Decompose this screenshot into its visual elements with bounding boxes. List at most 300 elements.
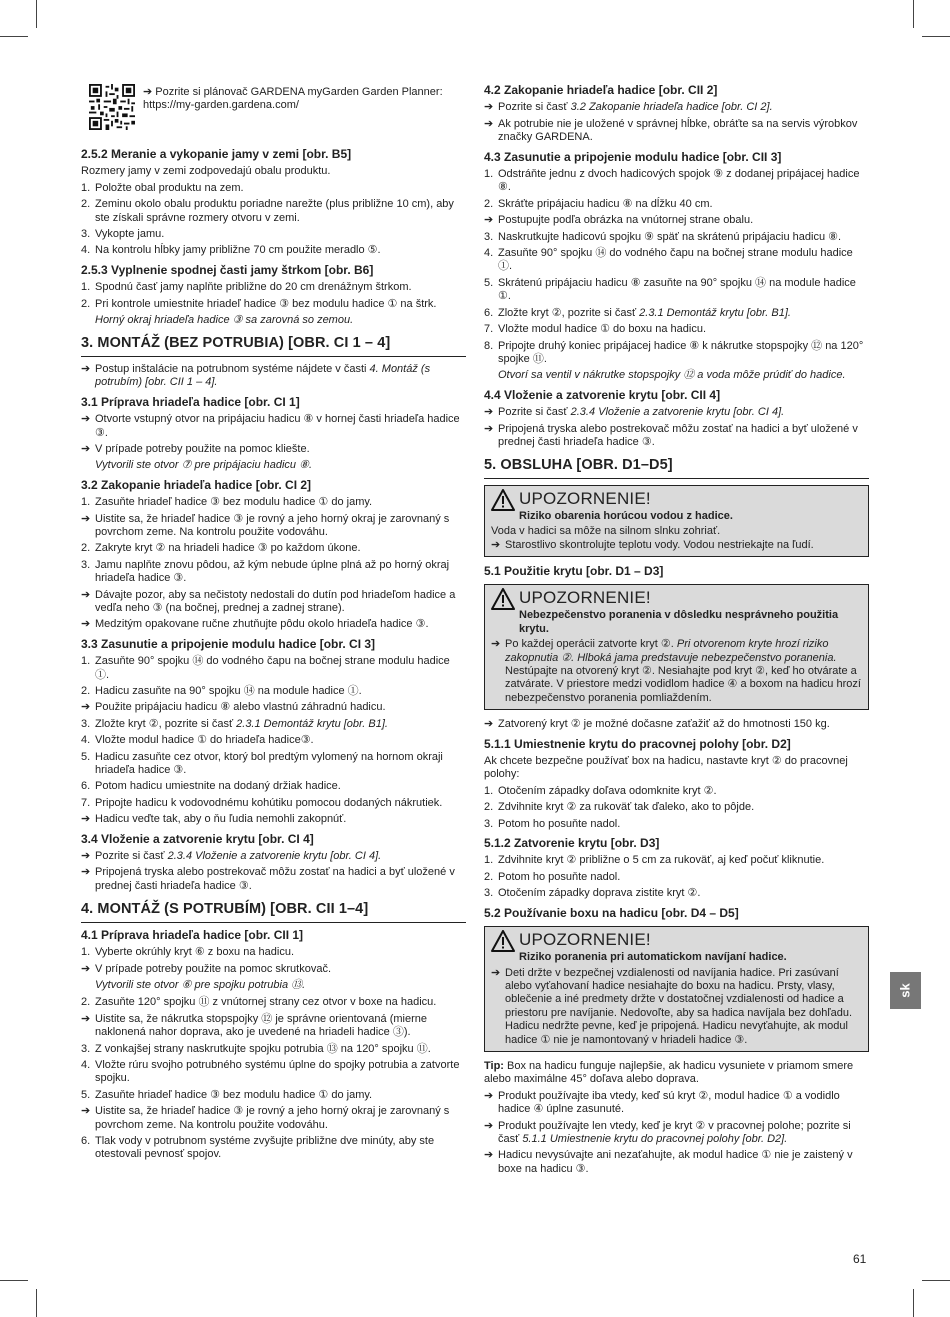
list-item <box>81 813 466 826</box>
list-item-text: Nestúpajte na otvorený kryt ②. Nesiahajte pod kryt ②, keď ho otvárate a zatvárate. V priestore medzi vodidlom hadice ④ a boxom na hadicu hrozí nebezpečenstvo poranenia pomliaždením. <box>505 665 861 704</box>
list-item <box>484 168 869 195</box>
list-item <box>81 228 466 241</box>
list-item-text <box>95 298 466 311</box>
step-list <box>484 854 869 900</box>
warning-box-cover <box>484 584 869 710</box>
list-item-text <box>498 785 869 798</box>
list-item-text <box>95 734 466 747</box>
list-item-body: Pozrite si časť <box>498 101 571 114</box>
list-item-text <box>95 1059 466 1086</box>
list-item-text <box>498 818 869 831</box>
list-item <box>484 423 869 450</box>
list-item <box>484 854 869 867</box>
list-item <box>484 323 869 336</box>
right-column <box>484 84 869 1179</box>
list-item-body: Pozrite si časť <box>498 406 571 419</box>
list-item <box>81 866 466 893</box>
arrow-icon: ➔ <box>484 718 494 731</box>
list-item-body: Zasuňte 90° spojku ⑭ do vodného čapu na bočnej strane modulu hadice ①. <box>498 247 853 273</box>
list-item-text <box>95 850 466 863</box>
list-item-body: Spodnú časť jamy naplňte približne do 20 cm drenážnym štrkom. <box>95 281 412 294</box>
step-number: 5. <box>81 1088 91 1101</box>
list-item-text <box>95 701 466 714</box>
list-item-body: V prípade potreby použite na pomoc kliešte. <box>95 442 310 455</box>
list-item-text <box>498 1149 869 1176</box>
list-item-text <box>95 963 466 976</box>
list-item-body: Dávajte pozor, aby sa nečistoty nedostali do dutín pod hriadeľom hadice a vedľa neho ③ (na bočnej, prednej a zadnej strane). <box>95 588 456 614</box>
arrow-icon: ➔ <box>484 406 494 419</box>
qr-code-icon <box>89 84 135 130</box>
arrow-icon: ➔ <box>484 1119 494 1132</box>
arrow-icon: ➔ <box>491 538 501 551</box>
step-list <box>81 850 466 893</box>
list-item-body: Produkt používajte len vtedy, keď je kryt ② v pracovnej polohe; pozrite si časť <box>498 1119 851 1145</box>
list-item-body: Zeminu okolo obalu produktu poriadne narežte (plus približne 10 cm), aby ste získali správne rozmery otvoru v zemi. <box>95 198 454 224</box>
step-number: 6. <box>81 1134 91 1147</box>
list-item <box>81 182 466 195</box>
list-item-body: Zasuňte hriadeľ hadice ③ bez modulu hadice ① do jamy. <box>95 496 373 509</box>
list-item-text: Zatvorený kryt ② je možné dočasne zaťažiť až do hmotnosti 150 kg. <box>498 718 830 731</box>
list-item-text <box>95 866 466 893</box>
list-item-body: Pripojená tryska alebo postrekovač môžu zostať na hadici a byť uložené v prednej časti hriadeľa hadice ③. <box>498 422 858 448</box>
list-item-body: Potom ho posuňte nadol. <box>498 870 621 883</box>
step-number: 3. <box>81 1042 91 1055</box>
list-item-text <box>95 496 466 509</box>
section-title-3-1: 3.1 Príprava hriadeľa hadice [obr. CI 1] <box>81 394 300 409</box>
list-item-text <box>95 281 466 294</box>
step-number: 2. <box>484 197 494 210</box>
section-title-2-5-2: 2.5.2 Meranie a vykopanie jamy v zemi [obr. B5] <box>81 147 352 161</box>
step-number: 6. <box>81 780 91 793</box>
list-item-body: Pripojená tryska alebo postrekovač môžu zostať na hadici a byť uložené v prednej časti hriadeľa hadice ③. <box>95 866 455 892</box>
step-number: 4. <box>484 247 494 260</box>
list-item <box>484 118 869 145</box>
step-number: 2. <box>81 297 91 310</box>
crop-mark <box>0 1280 28 1281</box>
list-item-body: Vyberte okrúhly kryt ⑥ z boxu na hadicu. <box>95 946 294 959</box>
list-item-text <box>95 513 466 540</box>
tip-paragraph <box>484 1060 869 1087</box>
list-item-text <box>95 655 466 682</box>
step-number: 2. <box>81 996 91 1009</box>
list-item <box>81 963 466 976</box>
arrow-icon: ➔ <box>81 1105 91 1118</box>
warning-title: UPOZORNENIE! <box>519 930 651 950</box>
list-item-body: Pripojte hadicu k vodovodnému kohútiku pomocou dodaných nákrutiek. <box>95 796 443 809</box>
list-item-text: Po každej operácii zatvorte kryt ②. <box>505 638 677 651</box>
crop-mark <box>36 1289 37 1317</box>
list-item-body: Zložte kryt ②, pozrite si časť <box>95 717 237 730</box>
list-item-text <box>498 198 869 211</box>
list-item <box>81 443 466 456</box>
list-item-text <box>95 618 466 631</box>
list-item-body: Vložte modul hadice ① do boxu na hadicu. <box>498 323 706 336</box>
left-column <box>81 84 466 1165</box>
arrow-icon: ➔ <box>81 512 91 525</box>
list-item <box>81 1013 466 1040</box>
list-item <box>484 277 869 304</box>
list-item-body: Otočením západky doľava odomknite kryt ②. <box>498 784 717 797</box>
step-number: 3. <box>81 717 91 730</box>
section-title-3-3: 3.3 Zasunutie a pripojenie modulu hadice [obr. CI 3] <box>81 636 376 651</box>
step-number: 8. <box>484 339 494 352</box>
list-item-text <box>498 214 869 227</box>
crop-mark <box>913 1289 914 1317</box>
arrow-icon: ➔ <box>81 866 91 879</box>
list-item <box>484 801 869 814</box>
list-item <box>81 298 466 311</box>
list-item <box>81 850 466 863</box>
list-item-text <box>95 718 466 731</box>
qr-block <box>81 84 466 130</box>
list-item-text <box>498 277 869 304</box>
list-item <box>81 996 466 1009</box>
step-list <box>81 413 466 456</box>
list-item-body: Zasuňte 90° spojku ⑭ do vodného čapu na bočnej strane modulu hadice ①. <box>95 655 450 681</box>
list-item <box>81 496 466 509</box>
section-title-3-4: 3.4 Vloženie a zatvorenie krytu [obr. CI 4] <box>81 831 314 846</box>
page-number: 61 <box>853 1252 867 1266</box>
warning-subtitle: Riziko obarenia horúcou vodou z hadice. <box>519 509 733 522</box>
list-item-body: Medzitým opakovane ručne zhutňujte pôdu okolo hriadeľa hadice ③. <box>95 618 429 631</box>
step-number: 1. <box>81 655 91 668</box>
list-item <box>484 871 869 884</box>
list-item-text <box>498 323 869 336</box>
result-note: Vytvorili ste otvor ⑥ pre spojku potrubia ⑬. <box>95 978 306 991</box>
warning-title: UPOZORNENIE! <box>519 588 651 608</box>
list-item-body: Pozrite si časť <box>95 850 168 863</box>
list-item <box>81 655 466 682</box>
list-item <box>81 589 466 616</box>
section-title-2-5-3: 2.5.3 Vyplnenie spodnej časti jamy štrkom [obr. B6] <box>81 262 374 277</box>
step-list <box>81 182 466 258</box>
list-item-text <box>498 406 869 419</box>
list-item <box>81 542 466 555</box>
list-item-text: Postup inštalácie na potrubnom systéme nájdete v časti <box>95 362 370 375</box>
list-item-text <box>498 801 869 814</box>
step-number: 2. <box>81 542 91 555</box>
list-item-body: Potom ho posuňte nadol. <box>498 817 621 830</box>
step-list <box>81 281 466 311</box>
list-item-body: Otočením západky doprava zistite kryt ②. <box>498 887 701 900</box>
list-item <box>484 887 869 900</box>
arrow-icon: ➔ <box>81 813 91 826</box>
list-item <box>81 751 466 778</box>
list-item-body: Hadicu nevysúvajte ani nezaťahujte, ak modul hadice ① nie je zaistený v boxe na hadicu ③. <box>498 1149 853 1175</box>
list-item <box>81 281 466 294</box>
list-item-text <box>95 244 466 257</box>
step-number: 1. <box>81 946 91 959</box>
list-item-text <box>95 542 466 555</box>
list-item <box>484 1120 869 1147</box>
warning-triangle-icon <box>491 588 515 610</box>
list-item <box>81 513 466 540</box>
list-item-text <box>95 797 466 810</box>
list-item-text: Deti držte v bezpečnej vzdialenosti od navíjania hadice. Pri zasúvaní alebo vyťahovaní hadice nesiahajte do boxu na hadicu. Prsty, vlasy, oblečenie a iné predmety držte v dostatočnej vzdialenosti od hadice a priestoru pre navíjanie. Nedovoľte, aby sa hadica navíjala bez dohľadu. Hadicu nedržte pevne, keď je pripojená. Hadicu nevyťahujte, ak modul hadice ① nie je namontovaný v hriadeli hadice ③. <box>505 966 853 1046</box>
chapter-title-4: 4. MONTÁŽ (S POTRUBÍM) [OBR. CII 1–4] <box>81 903 466 922</box>
list-item-body: Pri kontrole umiestnite hriadeľ hadice ③ bez modulu hadice ① na štrk. <box>95 297 437 310</box>
step-number: 5. <box>81 750 91 763</box>
arrow-icon: ➔ <box>81 413 91 426</box>
list-item-text <box>498 247 869 274</box>
step-number: 6. <box>484 306 494 319</box>
list-item-text <box>95 996 466 1009</box>
list-item <box>484 101 869 114</box>
step-list <box>484 101 869 144</box>
list-item <box>484 818 869 831</box>
list-item-body: Použite pripájaciu hadicu ⑧ alebo vlastnú záhradnú hadicu. <box>95 701 386 714</box>
list-item-body: Odstráňte jednu z dvoch hadicových spojok ⑨ z dodanej pripájacej hadice ⑧. <box>498 168 860 194</box>
arrow-icon: ➔ <box>81 362 91 375</box>
list-item <box>484 1149 869 1176</box>
list-item-text <box>95 1089 466 1102</box>
list-item-text <box>498 168 869 195</box>
crop-mark <box>913 0 914 28</box>
list-item-text <box>498 231 869 244</box>
list-item <box>484 1090 869 1117</box>
paragraph: Rozmery jamy v zemi zodpovedajú obalu produktu. <box>81 165 331 178</box>
cross-reference[interactable]: 2.3.4 Vloženie a zatvorenie krytu [obr. CI 4]. <box>167 850 382 863</box>
list-item-text <box>95 228 466 241</box>
warning-triangle-icon <box>491 930 515 952</box>
cross-reference[interactable]: 3.2 Zakopanie hriadeľa hadice [obr. CI 2]. <box>570 101 773 114</box>
list-item-text <box>498 101 869 114</box>
list-item <box>484 406 869 419</box>
step-list <box>484 168 869 366</box>
list-item-text <box>95 589 466 616</box>
list-item <box>484 307 869 320</box>
step-number: 4. <box>81 244 91 257</box>
list-item-text <box>498 1120 869 1147</box>
crop-mark <box>922 1280 950 1281</box>
list-item <box>81 1105 466 1132</box>
step-number: 1. <box>484 168 494 181</box>
step-number: 4. <box>81 734 91 747</box>
result-note: Horný okraj hriadeľa hadice ③ sa zarovná so zemou. <box>95 314 354 327</box>
cross-reference[interactable]: 4. Montáž (s potrubím) [obr. CII 1 – 4]. <box>95 362 431 389</box>
step-number: 4. <box>81 1058 91 1071</box>
list-item <box>484 340 869 367</box>
list-item <box>484 785 869 798</box>
list-item-body: Vložte modul hadice ① do hriadeľa hadice③. <box>95 734 314 747</box>
list-item-text <box>498 307 869 320</box>
step-number: 3. <box>484 887 494 900</box>
arrow-icon: ➔ <box>491 638 501 651</box>
list-item-body: Ak potrubie nie je uložené v správnej hĺbke, obráťte sa na servis výrobkov značky GARDENA. <box>498 117 858 144</box>
arrow-icon: ➔ <box>81 701 91 714</box>
warning-subtitle: Nebezpečenstvo poranenia v dôsledku nesprávneho použitia krytu. <box>519 609 839 635</box>
list-item <box>81 734 466 747</box>
crop-mark <box>0 36 28 37</box>
step-number: 3. <box>81 228 91 241</box>
step-number: 1. <box>484 854 494 867</box>
section-title-5-2: 5.2 Používanie boxu na hadicu [obr. D4 – D5] <box>484 905 739 920</box>
warning-title: UPOZORNENIE! <box>519 488 651 508</box>
list-item-text <box>498 887 869 900</box>
list-item <box>491 638 862 705</box>
list-item <box>81 559 466 586</box>
section-title-4-1: 4.1 Príprava hriadeľa hadice [obr. CII 1] <box>81 927 304 942</box>
language-tab <box>890 972 921 1009</box>
chapter-title-3: 3. MONTÁŽ (BEZ POTRUBIA) [OBR. CI 1 – 4] <box>81 337 466 356</box>
list-item <box>81 701 466 714</box>
list-item <box>81 1059 466 1086</box>
step-number: 2. <box>81 685 91 697</box>
list-item <box>491 539 862 552</box>
arrow-icon: ➔ <box>484 117 494 130</box>
step-number: 1. <box>484 784 494 797</box>
list-item-text <box>95 1135 466 1162</box>
cross-reference[interactable]: 2.3.1 Demontáž krytu [obr. B1]. <box>236 717 388 730</box>
list-item-body: Postupujte podľa obrázka na vnútornej strane obalu. <box>498 214 754 227</box>
warning-triangle-icon <box>491 489 515 511</box>
list-item-body: Zdvihnite kryt ② za rukoväť tak ďaleko, ako to pôjde. <box>498 801 755 814</box>
list-item-text <box>95 1013 466 1040</box>
list-item <box>81 797 466 810</box>
list-item <box>81 1089 466 1102</box>
step-number: 3. <box>484 230 494 243</box>
list-item <box>491 967 862 1047</box>
arrow-icon: ➔ <box>81 1012 91 1025</box>
paragraph: Ak chcete bezpečne používať box na hadicu, nastavte kryt ② do pracovnej polohy: <box>484 755 848 781</box>
tip-text: Box na hadicu funguje najlepšie, ak hadicu vysuniete v priamom smere alebo maximálne 45° doľava alebo doprava. <box>484 1059 854 1086</box>
list-item-text <box>498 1090 869 1117</box>
list-item-body: Zasuňte 120° spojku ⑪ z vnútornej strany cez otvor v boxe na hadicu. <box>95 996 437 1009</box>
list-item <box>81 413 466 440</box>
list-item-body: Vložte rúru svojho potrubného systému úplne do spojky potrubia a zatvorte spojku. <box>95 1058 460 1085</box>
step-number: 7. <box>81 796 91 809</box>
list-item <box>484 214 869 227</box>
result-note: Vytvorili ste otvor ⑦ pre pripájaciu hadicu ⑧. <box>95 459 313 472</box>
list-item <box>81 1135 466 1162</box>
list-item-body: Skráťte pripájaciu hadicu ⑧ na dĺžku 40 cm. <box>498 197 713 210</box>
step-number: 1. <box>81 496 91 509</box>
list-item <box>81 718 466 731</box>
step-list <box>484 406 869 449</box>
list-item-text <box>95 946 466 959</box>
arrow-icon: ➔ <box>484 214 494 227</box>
list-item <box>81 198 466 225</box>
tip-label: Tip: <box>484 1059 504 1072</box>
list-item-text: Pri otvorenom kryte hrozí riziko zakopnutia ②. Hlboká jama predstavuje nebezpečenstvo poranenia. <box>505 638 837 664</box>
section-title-4-4: 4.4 Vloženie a zatvorenie krytu [obr. CII 4] <box>484 387 721 402</box>
step-number: 3. <box>484 817 494 830</box>
list-item-text <box>498 118 869 145</box>
list-item-body: Potom hadicu umiestnite na dodaný držiak hadice. <box>95 780 341 793</box>
list-item-text <box>95 198 466 225</box>
list-item <box>81 618 466 631</box>
list-item-text <box>95 1105 466 1132</box>
arrow-icon: ➔ <box>81 588 91 601</box>
list-item-text <box>95 443 466 456</box>
list-item-body: Zložte kryt ②, pozrite si časť <box>498 306 640 319</box>
step-list <box>81 996 466 1161</box>
section-title-4-3: 4.3 Zasunutie a pripojenie modulu hadice [obr. CII 3] <box>484 149 782 164</box>
step-number: 3. <box>81 558 91 571</box>
list-item-text <box>498 340 869 367</box>
list-item <box>81 685 466 698</box>
list-item-body: Zakryte kryt ② na hriadeli hadice ③ po každom úkone. <box>95 542 361 555</box>
crop-mark <box>922 36 950 37</box>
cross-reference[interactable]: 5.1.1 Umiestnenie krytu do pracovnej polohy [obr. D2]. <box>522 1132 788 1145</box>
list-item-text <box>498 871 869 884</box>
list-item-body: Vykopte jamu. <box>95 228 165 241</box>
list-item-body: Tlak vody v potrubnom systéme zvyšujte približne dve minúty, aby ste otestovali pevnosť spojov. <box>95 1134 435 1161</box>
list-item-text <box>95 182 466 195</box>
list-item-text <box>95 780 466 793</box>
list-item-text <box>95 813 466 826</box>
step-number: 1. <box>81 281 91 294</box>
warning-box-scald <box>484 485 869 557</box>
arrow-icon: ➔ <box>484 422 494 435</box>
step-number: 5. <box>484 276 494 289</box>
arrow-icon: ➔ <box>81 962 91 975</box>
step-list <box>81 496 466 632</box>
list-item-body: Uistite sa, že nákrutka stopspojky ⑫ je správne orientovaná (mierne naklonená nahor doprava, ako je uvedené na hriadeli hadice ③). <box>95 1012 427 1039</box>
list-item <box>81 780 466 793</box>
list-item-body: Hadicu zasuňte cez otvor, ktorý bol predtým vylomený na hornom okraji hriadeľa hadice ③. <box>95 750 443 777</box>
step-number: 7. <box>484 323 494 336</box>
arrow-icon: ➔ <box>484 1089 494 1102</box>
list-item-body: Zdvihnite kryt ② približne o 5 cm za rukoväť, aj keď počuť kliknutie. <box>498 854 825 867</box>
cross-reference[interactable]: 2.3.4 Vloženie a zatvorenie krytu [obr. CI 4]. <box>570 406 785 419</box>
arrow-icon: ➔ <box>81 442 91 455</box>
list-item-body: Uistite sa, že hriadeľ hadice ③ je rovný a jeho horný okraj je zarovnaný s povrchom zeme. Na kontrolu použite vodováhu. <box>95 512 450 538</box>
list-item-text <box>95 413 466 440</box>
chapter-title-5: 5. OBSLUHA [OBR. D1–D5] <box>484 459 869 478</box>
list-item <box>484 231 869 244</box>
step-number: 2. <box>484 870 494 883</box>
list-item-body: Z vonkajšej strany naskrutkujte spojku potrubia ⑬ na 120° spojku ⑪. <box>95 1042 431 1055</box>
list-item-body: Hadicu zasuňte na 90° spojku ⑭ na module hadice ①. <box>95 685 362 697</box>
list-item-text <box>498 854 869 867</box>
list-item-body: Otvorte vstupný otvor na pripájaciu hadicu ⑧ v hornej časti hriadeľa hadice ③. <box>95 413 460 439</box>
warning-subtitle: Riziko poranenia pri automatickom navíjaní hadice. <box>519 951 787 964</box>
list-item-text <box>95 1043 466 1056</box>
step-number: 2. <box>484 801 494 814</box>
step-list <box>81 946 466 976</box>
list-item-body: Hadicu veďte tak, aby o ňu ľudia nemohli zakopnúť. <box>95 813 347 826</box>
list-item-text: Starostlivo skontrolujte teplotu vody. Vodou nestriekajte na ľudí. <box>505 538 814 551</box>
warning-box-winding <box>484 926 869 1052</box>
arrow-icon: ➔ <box>484 1149 494 1162</box>
step-list <box>81 655 466 826</box>
list-item <box>484 718 869 731</box>
arrow-icon: ➔ <box>484 101 494 114</box>
list-item-body: Uistite sa, že hriadeľ hadice ③ je rovný a jeho horný okraj je zarovnaný s povrchom zeme. Na kontrolu použite vodováhu. <box>95 1105 450 1131</box>
list-item <box>81 946 466 959</box>
list-item-body: Zasuňte hriadeľ hadice ③ bez modulu hadice ① do jamy. <box>95 1088 373 1101</box>
cross-reference[interactable]: 2.3.1 Demontáž krytu [obr. B1]. <box>639 306 791 319</box>
arrow-icon: ➔ <box>491 966 501 979</box>
result-note: Otvorí sa ventil v nákrutke stopspojky ⑫ a voda môže prúdiť do hadice. <box>498 369 846 382</box>
section-title-5-1-2: 5.1.2 Zatvorenie krytu [obr. D3] <box>484 836 660 851</box>
list-item-body: Pripojte druhý koniec pripájacej hadice ⑧ k nákrutke stopspojky ⑫ na 120° spojke ⑪. <box>498 339 864 365</box>
step-number: 2. <box>81 198 91 211</box>
section-title-5-1: 5.1 Použitie krytu [obr. D1 – D3] <box>484 563 664 578</box>
crop-mark <box>36 0 37 28</box>
list-item <box>81 1043 466 1056</box>
arrow-icon: ➔ <box>81 618 91 631</box>
list-item <box>484 247 869 274</box>
list-item-text <box>95 685 466 698</box>
section-title-3-2: 3.2 Zakopanie hriadeľa hadice [obr. CI 2] <box>81 477 312 492</box>
planner-link-text[interactable]: ➔ Pozrite si plánovač GARDENA myGarden Garden Planner: https://my-garden.gardena.com/ <box>143 86 443 112</box>
list-item <box>81 363 466 390</box>
step-number: 1. <box>81 181 91 194</box>
step-list <box>484 785 869 831</box>
list-item-body: Jamu naplňte znovu pôdou, až kým nebude úplne plná až po horný okraj hriadeľa hadice ③. <box>95 558 450 585</box>
